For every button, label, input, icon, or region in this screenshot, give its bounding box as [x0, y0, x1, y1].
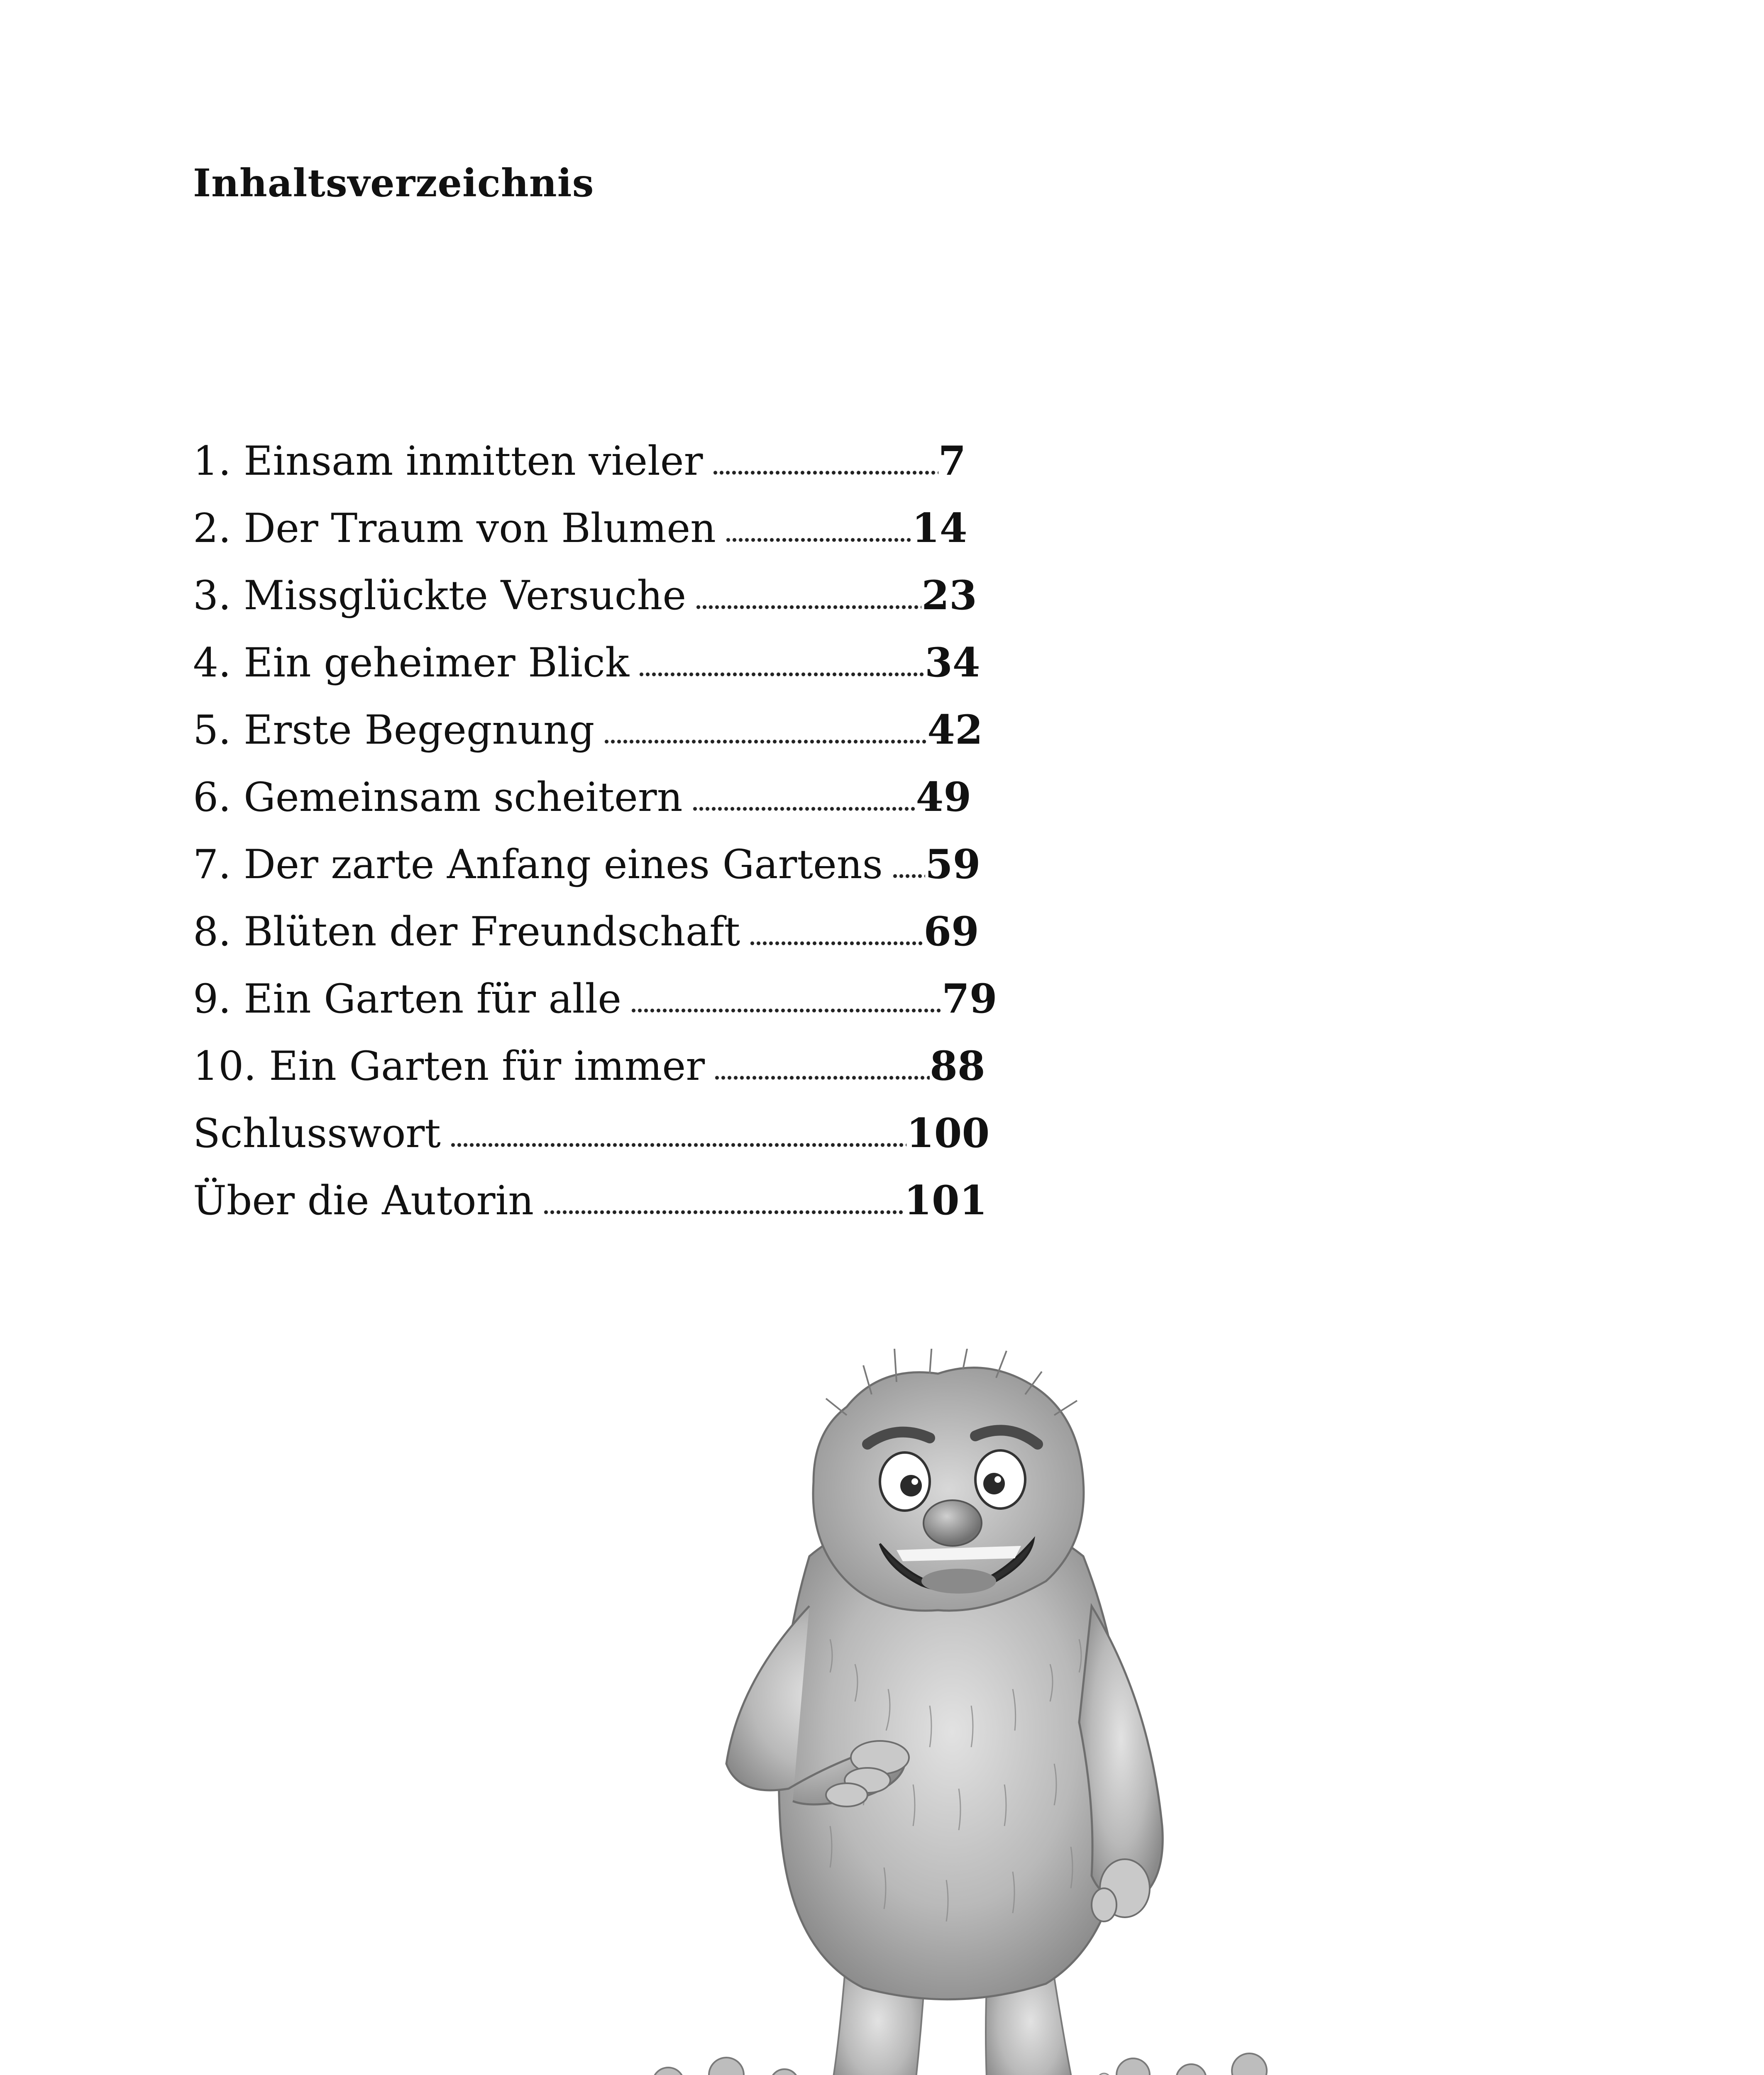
toc-entry	[193, 1033, 997, 1100]
toc-leader-dots	[892, 873, 925, 879]
toc-entry	[193, 965, 997, 1033]
toc-leader-dots	[712, 469, 938, 476]
toc-entry-title: 5. Erste Begegnung	[193, 707, 595, 753]
toc-entry-title: 10. Ein Garten für immer	[193, 1043, 705, 1089]
toc-entry-title: 9. Ein Garten für alle	[193, 976, 621, 1022]
toc-entry	[193, 764, 997, 831]
toc-entry-title: 4. Ein geheimer Blick	[193, 640, 629, 686]
toc-leader-dots	[638, 671, 925, 678]
table-of-contents	[193, 427, 997, 1234]
toc-leader-dots	[749, 940, 924, 947]
toc-entry-page: 100	[906, 1110, 990, 1157]
toc-entry-page: 42	[927, 706, 983, 753]
toc-entry-page: 7	[938, 437, 966, 484]
toc-entry	[193, 898, 997, 965]
toc-entry-page: 101	[904, 1177, 987, 1224]
toc-leader-dots	[714, 1074, 930, 1081]
toc-entry-page: 34	[924, 639, 980, 686]
toc-leader-dots	[630, 1007, 942, 1014]
toc-entry	[193, 1167, 997, 1234]
toc-leader-dots	[692, 806, 916, 812]
toc-entry	[193, 831, 997, 898]
toc-leader-dots	[543, 1209, 904, 1216]
toc-entry-page: 59	[925, 841, 981, 888]
toc-entry-title: 1. Einsam inmitten vieler	[193, 438, 703, 484]
toc-entry	[193, 562, 997, 629]
monster-illustration	[614, 1349, 1345, 2075]
toc-entry	[193, 427, 997, 495]
toc-entry-title: 8. Blüten der Freundschaft	[193, 908, 740, 955]
page-title: Inhaltsverzeichnis	[193, 161, 594, 205]
toc-leader-dots	[603, 738, 927, 745]
toc-entry-title: 2. Der Traum von Blumen	[193, 505, 716, 552]
monster-right-arm	[1079, 1606, 1163, 1901]
toc-entry-page: 14	[911, 505, 968, 552]
flower-meadow	[623, 2053, 1332, 2075]
toc-entry-title: Über die Autorin	[193, 1177, 534, 1224]
toc-entry	[193, 1100, 997, 1167]
toc-entry	[193, 495, 997, 562]
toc-leader-dots	[695, 604, 921, 610]
toc-entry-page: 49	[916, 774, 972, 820]
monster-nose	[924, 1500, 982, 1546]
toc-entry	[193, 629, 997, 696]
toc-leader-dots	[725, 537, 912, 543]
toc-entry-page: 23	[921, 572, 977, 619]
toc-entry	[193, 696, 997, 764]
toc-entry-page: 79	[942, 975, 997, 1022]
toc-leader-dots	[450, 1142, 906, 1148]
toc-entry-page: 69	[924, 908, 979, 955]
toc-entry-title: 3. Missglückte Versuche	[193, 572, 687, 619]
toc-entry-title: Schlusswort	[193, 1110, 441, 1157]
toc-entry-title: 6. Gemeinsam scheitern	[193, 774, 683, 820]
toc-entry-page: 88	[930, 1042, 985, 1089]
toc-entry-title: 7. Der zarte Anfang eines Gartens	[193, 841, 883, 888]
